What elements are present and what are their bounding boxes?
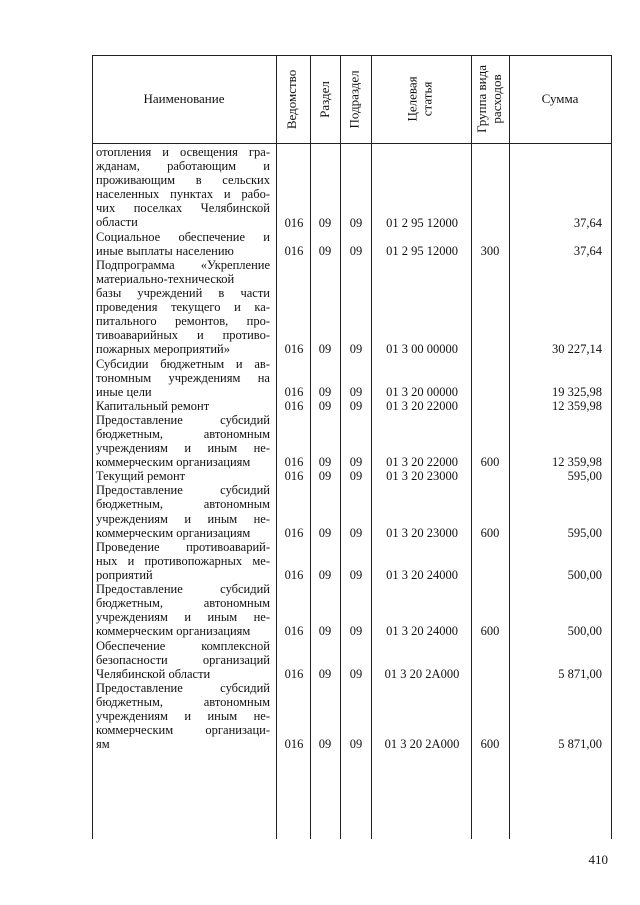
row-name (96, 357, 270, 399)
row-razdel: 09 (318, 624, 332, 639)
row-celevaya: 01 3 20 23000 (386, 469, 458, 484)
row-podrazdel: 09 (349, 215, 363, 230)
row-celevaya: 01 3 20 22000 (386, 398, 458, 413)
row-summa: 37,64 (573, 243, 602, 258)
header-celevaya-line-1: Целевая (405, 76, 421, 122)
row-podrazdel: 09 (349, 624, 363, 639)
header-gruppa-line-1: Группа вида (474, 65, 490, 133)
row-vedomstvo: 016 (284, 243, 304, 258)
row-summa: 12 359,98 (552, 398, 602, 413)
row-name (96, 230, 270, 258)
row-name-line: Обеспечение комплексной (96, 638, 270, 653)
row-name (96, 258, 270, 357)
row-celevaya: 01 2 95 12000 (386, 215, 458, 230)
row-summa: 595,00 (567, 469, 602, 484)
row-summa: 37,64 (573, 215, 602, 230)
row-name-line: ных и противопожарных ме- (96, 553, 270, 568)
row-summa: 19 325,98 (552, 384, 602, 399)
row-name-line: роприятий (96, 567, 153, 582)
row-name (96, 413, 270, 469)
row-summa: 595,00 (567, 525, 602, 540)
row-podrazdel: 09 (349, 568, 363, 582)
row-summa: 5 871,00 (558, 666, 602, 681)
row-name-line: иные выплаты населению (96, 243, 234, 258)
row-razdel: 09 (318, 568, 332, 582)
page-number: 410 (588, 852, 608, 867)
row-celevaya: 01 2 95 12000 (386, 243, 458, 258)
row-summa: 5 871,00 (558, 737, 602, 752)
row-name-line: пожарных мероприятий» (96, 342, 230, 357)
row-razdel: 09 (318, 737, 332, 752)
row-razdel: 09 (318, 469, 332, 484)
row-gruppa: 600 (480, 525, 500, 540)
row-name-line: Предоставление субсидий (96, 483, 270, 498)
row-razdel: 09 (318, 455, 332, 470)
header-celevaya (371, 55, 471, 143)
row-vedomstvo: 016 (284, 525, 304, 540)
row-name-line: бюджетным, автономным (96, 497, 270, 512)
row-vedomstvo: 016 (284, 666, 304, 681)
header-summa (509, 55, 611, 143)
row-name-line: Челябинской области (96, 666, 211, 681)
row-name-line: проведения текущего и ка- (96, 300, 270, 315)
row-razdel: 09 (318, 243, 332, 258)
row-name-line: бюджетным, автономным (96, 694, 270, 709)
row-celevaya: 01 3 00 00000 (386, 342, 458, 357)
row-name-line: коммерческим организациям (96, 525, 251, 540)
row-gruppa: 600 (480, 737, 500, 752)
row-vedomstvo: 016 (284, 469, 304, 484)
row-name-line: иные цели (96, 384, 152, 399)
row-razdel: 09 (318, 525, 332, 540)
header-podrazdel-text: Подраздел (347, 69, 363, 129)
row-name-line: коммерческим организациям (96, 624, 251, 639)
row-name-line: жданам, работающим и (96, 159, 270, 174)
row-name (96, 582, 270, 638)
row-name-line: Подпрограмма «Укрепление (96, 257, 270, 272)
row-razdel: 09 (318, 342, 332, 357)
budget-table (92, 55, 612, 839)
row-name-line: материально-технической (96, 271, 235, 286)
row-name-line: ям (96, 737, 110, 752)
header-celevaya-line-2: статья (419, 81, 435, 117)
row-name (96, 145, 270, 230)
row-vedomstvo: 016 (284, 568, 304, 582)
header-razdel-text: Раздел (316, 80, 332, 118)
row-name-line: учреждениям и иным не- (96, 511, 270, 526)
row-vedomstvo: 016 (284, 737, 304, 752)
row-celevaya: 01 3 20 2А000 (384, 666, 460, 681)
row-gruppa: 600 (480, 455, 500, 470)
row-name (96, 399, 270, 413)
row-podrazdel: 09 (349, 469, 363, 484)
row-name (96, 483, 270, 539)
header-name-text: Наименование (143, 90, 225, 106)
row-vedomstvo: 016 (284, 624, 304, 639)
row-celevaya: 01 3 20 23000 (386, 525, 458, 540)
row-name-line: учреждениям и иным не- (96, 441, 270, 456)
row-vedomstvo: 016 (284, 384, 304, 399)
row-name-line: Предоставление субсидий (96, 412, 270, 427)
row-podrazdel: 09 (349, 384, 363, 399)
row-name-line: учреждениям и иным не- (96, 610, 270, 625)
row-razdel: 09 (318, 666, 332, 681)
header-podrazdel (340, 55, 371, 143)
row-name-line: питального ремонтов, про- (96, 314, 270, 329)
row-name-line: отопления и освещения гра- (96, 145, 270, 159)
row-name-line: Предоставление субсидий (96, 582, 270, 597)
row-podrazdel: 09 (349, 342, 363, 357)
row-name-line: коммерческим организациям (96, 455, 251, 470)
row-podrazdel: 09 (349, 243, 363, 258)
header-name (92, 55, 276, 143)
row-name (96, 540, 270, 582)
row-name-line: учреждениям и иным не- (96, 708, 270, 723)
header-vedomstvo (276, 55, 310, 143)
row-vedomstvo: 016 (284, 455, 304, 470)
row-name-line: Капитальный ремонт (96, 398, 210, 413)
row-celevaya: 01 3 20 22000 (386, 455, 458, 470)
row-celevaya: 01 3 20 24000 (386, 624, 458, 639)
row-name-line: базы учреждений в части (96, 285, 270, 300)
row-name-line: Социальное обеспечение и (96, 229, 270, 244)
row-name (96, 469, 270, 483)
header-vedomstvo-text: Ведомство (284, 69, 300, 129)
row-podrazdel: 09 (349, 666, 363, 681)
header-razdel (310, 55, 340, 143)
row-razdel: 09 (318, 215, 332, 230)
row-name-line: чих поселках Челябинской (96, 201, 270, 216)
row-name-line: Субсидии бюджетным и ав- (96, 356, 270, 371)
row-summa: 30 227,14 (552, 342, 602, 357)
row-gruppa: 300 (480, 243, 500, 258)
row-celevaya: 01 3 20 00000 (386, 384, 458, 399)
row-name-line: бюджетным, автономным (96, 596, 270, 611)
row-summa: 500,00 (567, 568, 602, 582)
row-name-line: тивоаварийных и противо- (96, 328, 270, 343)
row-name (96, 681, 270, 751)
row-name (96, 639, 270, 681)
row-celevaya: 01 3 20 24000 (386, 568, 458, 582)
row-name-line: Предоставление субсидий (96, 680, 270, 695)
row-name-line: коммерческим организаци- (96, 723, 270, 738)
row-name-line: Текущий ремонт (96, 469, 186, 484)
row-podrazdel: 09 (349, 737, 363, 752)
row-podrazdel: 09 (349, 398, 363, 413)
row-podrazdel: 09 (349, 525, 363, 540)
header-gruppa-line-2: расходов (489, 74, 505, 124)
row-summa: 12 359,98 (552, 455, 602, 470)
row-razdel: 09 (318, 398, 332, 413)
row-name-line: бюджетным, автономным (96, 426, 270, 441)
header-gruppa (471, 55, 509, 143)
row-name-line: области (96, 215, 138, 230)
row-name-line: безопасности организаций (96, 652, 270, 667)
row-name-line: тономным учреждениям на (96, 370, 270, 385)
row-name-line: проживающим в сельских (96, 173, 270, 188)
header-summa-text: Сумма (541, 90, 579, 106)
row-name-line: Проведение противоаварий- (96, 539, 270, 554)
row-vedomstvo: 016 (284, 215, 304, 230)
row-vedomstvo: 016 (284, 342, 304, 357)
row-razdel: 09 (318, 384, 332, 399)
row-celevaya: 01 3 20 2А000 (384, 737, 460, 752)
row-gruppa: 600 (480, 624, 500, 639)
row-podrazdel: 09 (349, 455, 363, 470)
row-vedomstvo: 016 (284, 398, 304, 413)
row-name-line: населенных пунктах и рабо- (96, 187, 270, 202)
row-summa: 500,00 (567, 624, 602, 639)
